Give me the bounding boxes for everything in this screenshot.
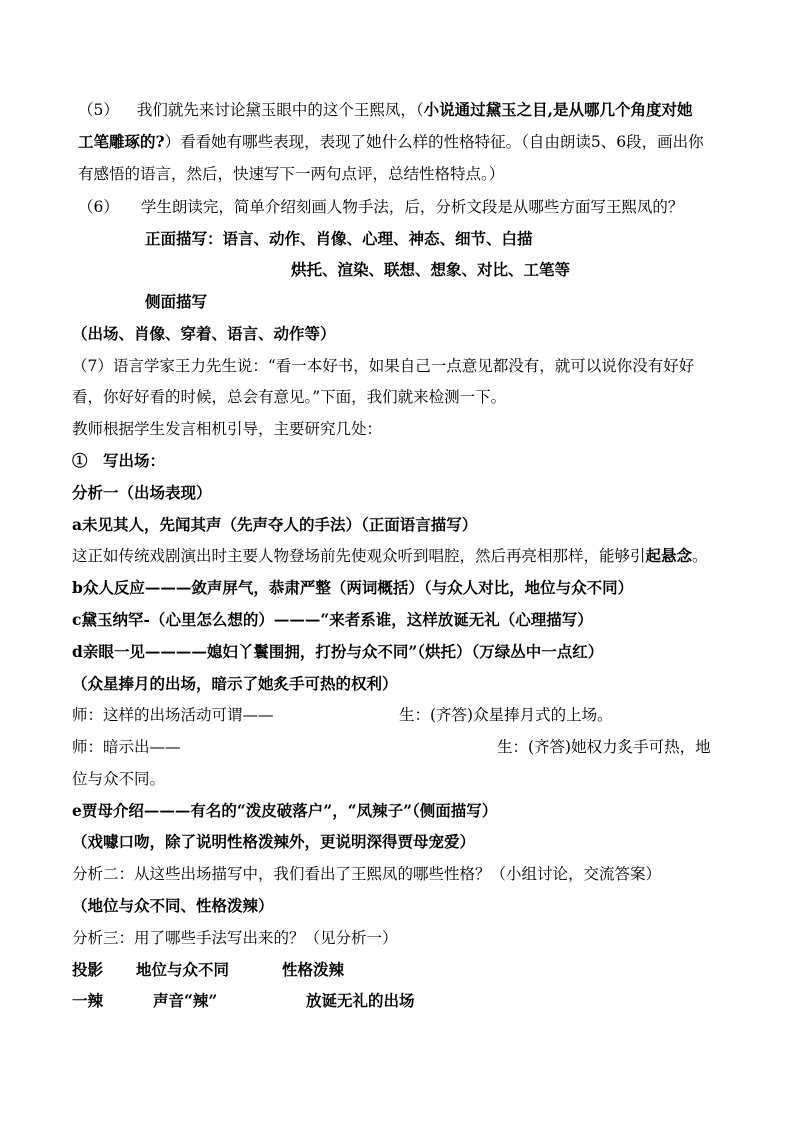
para-6-label: （6） (78, 198, 119, 216)
teacher-guide: 教师根据学生发言相机引导，主要研究几处： (72, 420, 383, 438)
projection-item-2: 性格泼辣 (282, 960, 345, 979)
para-7-line-2: 看，你好好看的时候，总会有意见。”下面，我们就来检测一下。 (72, 388, 507, 406)
qa-2-teacher: 师：暗示出—— (72, 738, 181, 756)
item-e-note: （戏噱口吻，除了说明性格泼辣外，更说明深得贾母宠爱） (72, 832, 476, 851)
qa-2-student-cont: 位与众不同。 (72, 770, 166, 788)
item-d-note: （众星捧月的出场，暗示了她炙手可热的权利） (72, 674, 398, 693)
analysis-1-heading: 分析一（出场表现） (72, 483, 212, 502)
spicy-item-1: 声音“辣” (153, 991, 218, 1010)
analysis-3: 分析三：用了哪些手法写出来的？（见分析一） (72, 929, 398, 947)
analysis-2-answer: （地位与众不同、性格泼辣） (72, 896, 274, 915)
analysis-2: 分析二：从这些出场描写中，我们看出了王熙凤的哪些性格？（小组讨论，交流答案） (72, 865, 662, 883)
item-b: b众人反应———敛声屏气，恭肃严整（两词概括）（与众人对比，地位与众不同） (72, 578, 634, 597)
qa-1-student: 生：(齐答)众星捧月式的上场。 (399, 706, 613, 724)
para-5-line-3: 有感悟的语言，然后，快速写下一两句点评，总结性格特点。） (78, 165, 505, 183)
qa-1-teacher: 师：这样的出场活动可谓—— (72, 706, 274, 724)
item-e: e贾母介绍———有名的“泼皮破落户”，“凤辣子”（侧面描写） (72, 801, 498, 820)
direct-description-2: 烘托、渲染、联想、想象、对比、工笔等 (291, 260, 571, 279)
para-5-line-1: （5） 我们就先来讨论黛玉眼中的这个王熙凤，（小说通过黛玉之目,是从哪几个角度对她 (78, 100, 693, 119)
indirect-description: 侧面描写 (145, 292, 208, 311)
item-d: d亲眼一见————媳妇丫鬟围拥，打扮与众不同”（烘托）（万绿丛中一点红） (72, 642, 604, 661)
para-6: （6） 学生朗读完，简单介绍刻画人物手法，后，分析文段是从哪些方面写王熙凤的？ (78, 198, 684, 216)
qa-2-student: 生：(齐答)她权力炙手可热，地 (497, 738, 711, 756)
section-1-heading: ① 写出场： (72, 451, 166, 470)
spicy-item-2: 放诞无礼的出场 (306, 991, 415, 1010)
projection-item-1: 地位与众不同 (136, 960, 230, 979)
item-a-note: 这正如传统戏剧演出时主要人物登场前先使观众听到唱腔，然后再亮相那样，能够引起悬念。 (72, 546, 708, 565)
projection-label: 投影 (72, 960, 104, 979)
item-a: a未见其人，先闻其声（先声夺人的手法）（正面语言描写） (72, 515, 478, 534)
para-7-line-1: （7）语言学家王力先生说：“看一本好书，如果自己一点意见都没有，就可以说你没有好好 (72, 357, 695, 375)
direct-description: 正面描写：语言、动作、肖像、心理、神态、细节、白描 (145, 229, 533, 248)
indirect-description-2: （出场、肖像、穿着、语言、动作等） (72, 324, 336, 343)
para-5-line-2: 工笔雕琢的?）看看她有哪些表现，表现了她什么样的性格特征。（自由朗读5、6段，画出你 (78, 132, 704, 151)
item-c: c黛玉纳罕-（心里怎么想的）———“来者系谁，这样放诞无礼（心理描写） (72, 610, 593, 629)
para-5-label: （5） (78, 101, 119, 119)
spicy-label: 一辣 (72, 991, 104, 1010)
